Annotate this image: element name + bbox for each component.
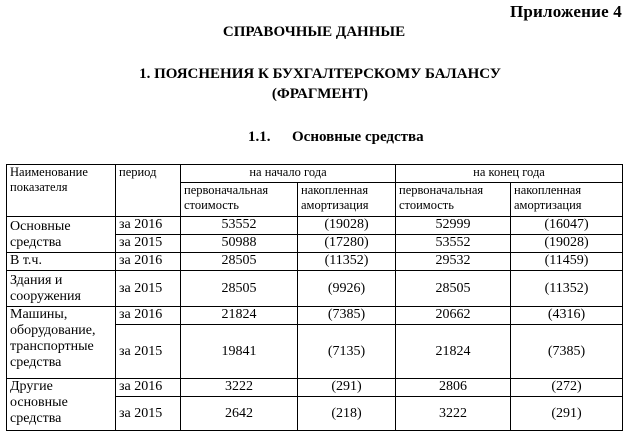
- cell-start-initial: 19841: [181, 325, 298, 379]
- header-period: период: [116, 165, 181, 217]
- cell-start-amort: (7135): [298, 325, 396, 379]
- cell-end-initial: 28505: [396, 271, 511, 307]
- table-row: [7, 379, 623, 397]
- cell-start-initial: 53552: [181, 217, 298, 235]
- table-header-row: [7, 165, 623, 183]
- cell-end-initial: 20662: [396, 307, 511, 325]
- cell-period: за 2016: [116, 379, 181, 397]
- section-title-line2: (ФРАГМЕНТ): [271, 86, 369, 102]
- cell-start-amort: (7385): [298, 307, 396, 325]
- subheader-end-amortization: накопленная амортизация: [511, 183, 623, 217]
- cell-end-amort: (16047): [511, 217, 623, 235]
- cell-start-initial: 2642: [181, 397, 298, 431]
- cell-period: за 2016: [116, 307, 181, 325]
- cell-period: за 2016: [116, 217, 181, 235]
- cell-start-initial: 50988: [181, 235, 298, 253]
- cell-end-amort: (291): [511, 397, 623, 431]
- cell-end-initial: 29532: [396, 253, 511, 271]
- table-row: [7, 307, 623, 325]
- cell-period: за 2016: [116, 253, 181, 271]
- header-start-of-year: на начало года: [181, 165, 396, 183]
- cell-end-amort: (11459): [511, 253, 623, 271]
- cell-start-amort: (17280): [298, 235, 396, 253]
- cell-start-amort: (19028): [298, 217, 396, 235]
- subheader-start-amortization: накопленная амортизация: [298, 183, 396, 217]
- cell-end-initial: 3222: [396, 397, 511, 431]
- cell-start-initial: 3222: [181, 379, 298, 397]
- section-title: [20, 64, 620, 104]
- cell-period: за 2015: [116, 397, 181, 431]
- cell-end-amort: (272): [511, 379, 623, 397]
- table-row: [7, 271, 623, 307]
- cell-start-amort: (291): [298, 379, 396, 397]
- cell-start-amort: (9926): [298, 271, 396, 307]
- cell-start-amort: (218): [298, 397, 396, 431]
- subheader-end-initial-cost: первоначальная стоимость: [396, 183, 511, 217]
- cell-end-amort: (7385): [511, 325, 623, 379]
- section-title-line1: 1. ПОЯСНЕНИЯ К БУХГАЛТЕРСКОМУ БАЛАНСУ: [139, 66, 501, 82]
- cell-end-initial: 21824: [396, 325, 511, 379]
- subsection-number: 1.1.: [248, 129, 271, 145]
- row-name-including: В т.ч.: [7, 253, 116, 271]
- cell-end-amort: (19028): [511, 235, 623, 253]
- cell-start-initial: 28505: [181, 271, 298, 307]
- cell-period: за 2015: [116, 325, 181, 379]
- row-name-fixed-assets: Основные средства: [7, 217, 116, 253]
- cell-end-amort: (11352): [511, 271, 623, 307]
- subsection-title: [248, 129, 424, 146]
- cell-start-initial: 21824: [181, 307, 298, 325]
- subheader-start-initial-cost: первоначальная стоимость: [181, 183, 298, 217]
- cell-start-initial: 28505: [181, 253, 298, 271]
- table-row: [7, 217, 623, 235]
- cell-start-amort: (11352): [298, 253, 396, 271]
- cell-end-initial: 2806: [396, 379, 511, 397]
- table-row: [7, 253, 623, 271]
- subsection-label: Основные средства: [292, 129, 424, 145]
- row-name-buildings: Здания и сооружения: [7, 271, 116, 307]
- row-name-other-assets: Другие основные средства: [7, 379, 116, 431]
- cell-end-initial: 52999: [396, 217, 511, 235]
- header-end-of-year: на конец года: [396, 165, 623, 183]
- fixed-assets-table: [6, 164, 623, 431]
- appendix-label: Приложение 4: [509, 2, 622, 21]
- cell-end-initial: 53552: [396, 235, 511, 253]
- page-title: СПРАВОЧНЫЕ ДАННЫЕ: [222, 24, 406, 40]
- row-name-machinery: Машины, оборудование, транспортные средства: [7, 307, 116, 379]
- cell-end-amort: (4316): [511, 307, 623, 325]
- cell-period: за 2015: [116, 235, 181, 253]
- cell-period: за 2015: [116, 271, 181, 307]
- header-indicator-name: Наименование показателя: [7, 165, 116, 217]
